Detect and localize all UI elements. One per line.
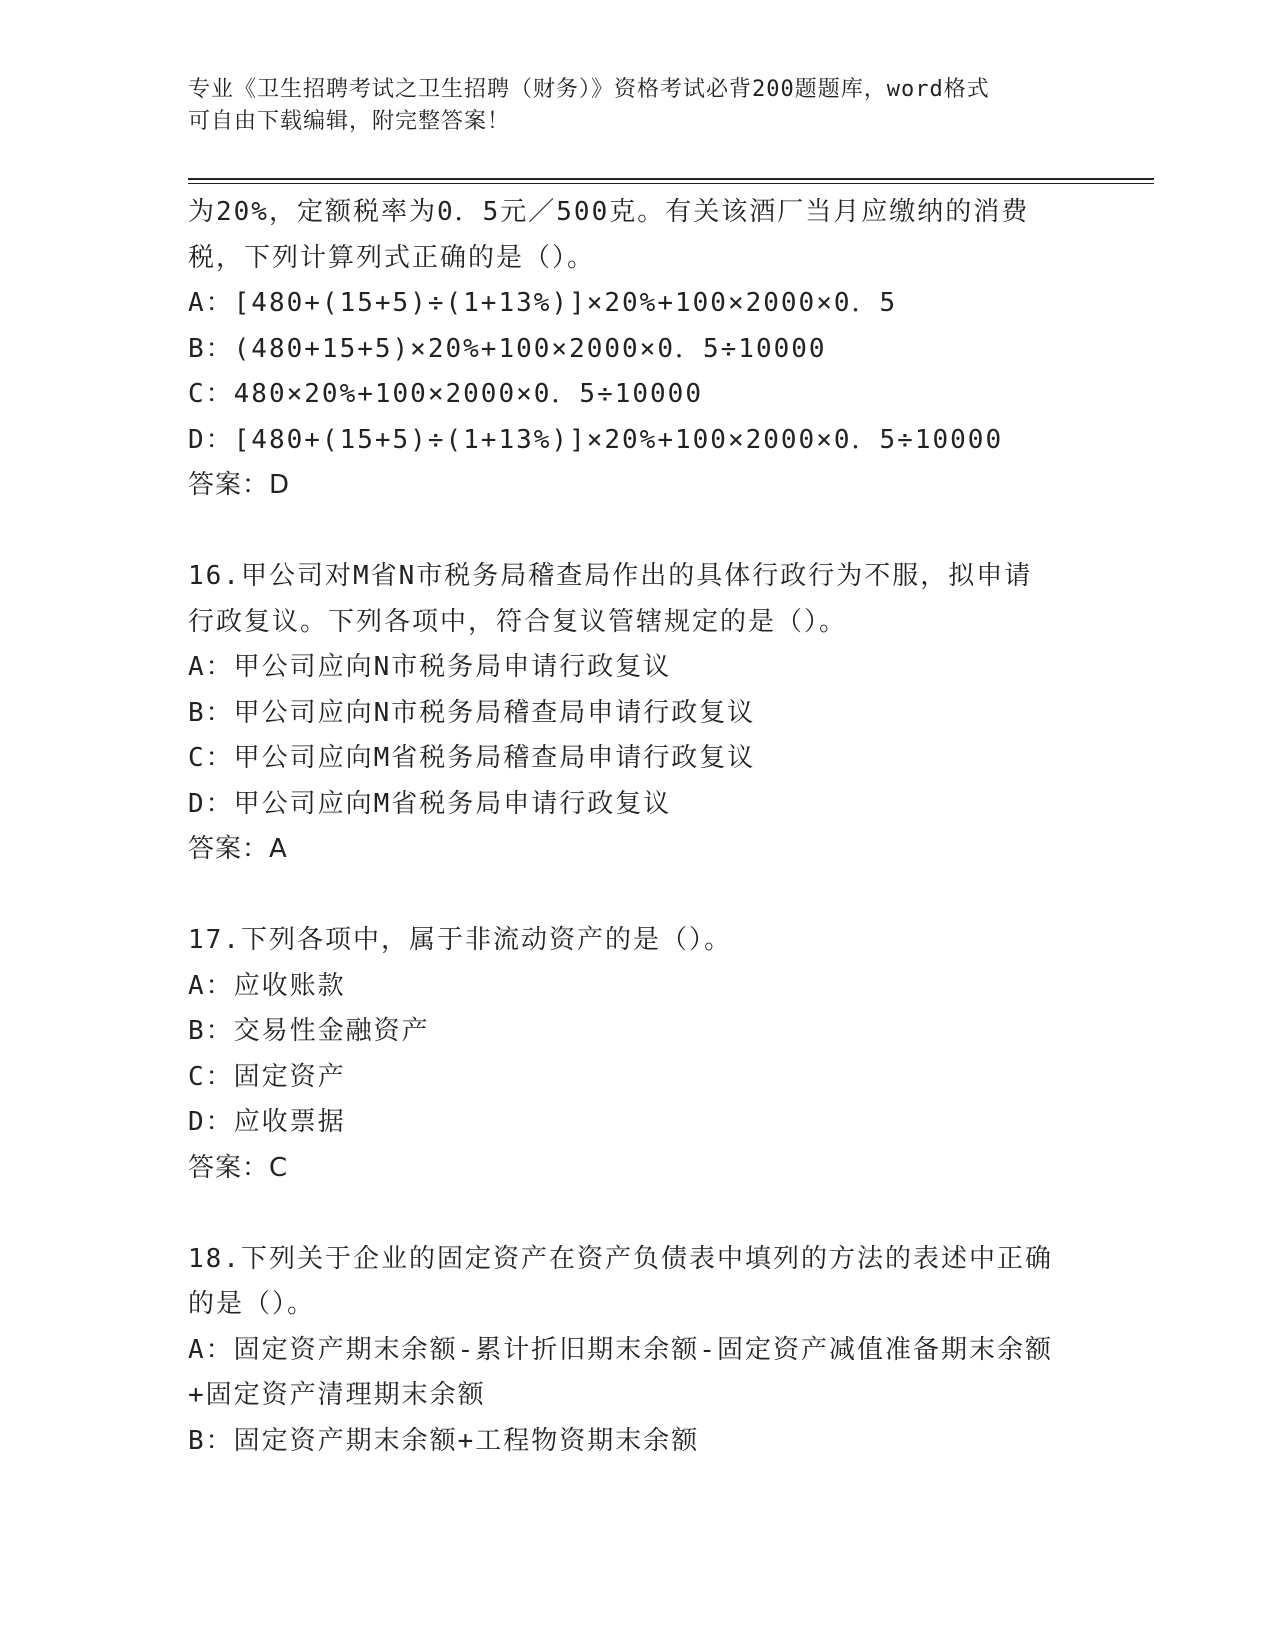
option-b: B：固定资产期末余额+工程物资期末余额 [188,1425,700,1456]
option-a: A：[480+(15+5)÷(1+13%)]×20%+100×2000×0．5 [188,288,898,318]
question-stem: 税，下列计算列式正确的是（）。 [188,242,596,273]
option-d: D：[480+(15+5)÷(1+13%)]×20%+100×2000×0．5÷10000 [188,424,1004,455]
answer: 答案：C [188,1152,289,1183]
option-b: B：(480+15+5)×20%+100×2000×0．5÷10000 [188,333,827,364]
question-stem: 行政复议。下列各项中，符合复议管辖规定的是（）。 [188,606,848,637]
option-d: D：应收票据 [188,1107,346,1137]
question-spacer [188,509,1088,555]
question-spacer [188,873,1088,919]
option-a: A：应收账款 [188,970,346,1001]
header-title-line-1: 专业《卫生招聘考试之卫生招聘（财务）》资格考试必背200题题库，word格式 [188,77,990,102]
option-a: A：甲公司应向N市税务局申请行政复议 [188,652,672,682]
option-c: C：固定资产 [188,1061,346,1092]
question-stem: 为20%，定额税率为0．5元／500克。有关该酒厂当月应缴纳的消费 [188,197,1030,227]
question-content [188,190,1088,1464]
document-header [188,74,1088,138]
option-c: C：甲公司应向M省税务局稽查局申请行政复议 [188,743,756,773]
option-a-continued: +固定资产清理期末余额 [188,1380,486,1410]
option-d: D：甲公司应向M省税务局申请行政复议 [188,788,672,819]
question-stem: 16.甲公司对M省N市税务局稽查局作出的具体行政行为不服，拟申请 [188,561,1033,591]
question-17 [188,918,1088,1191]
answer: 答案：A [188,834,288,864]
header-divider-thick [188,178,1154,180]
question-18 [188,1237,1088,1465]
option-c: C：480×20%+100×2000×0．5÷10000 [188,379,703,409]
header-divider-thin [188,183,1154,184]
question-16 [188,554,1088,873]
option-a: A：固定资产期末余额-累计折旧期末余额-固定资产减值准备期末余额 [188,1334,1053,1365]
header-title-line-2: 可自由下载编辑，附完整答案！ [188,109,511,134]
option-b: B：交易性金融资产 [188,1016,430,1046]
question-stem: 17.下列各项中，属于非流动资产的是（）。 [188,925,732,955]
question-stem: 的是（）。 [188,1289,316,1319]
question-spacer [188,1191,1088,1237]
answer: 答案：D [188,470,291,500]
question-stem: 18.下列关于企业的固定资产在资产负债表中填列的方法的表述中正确 [188,1243,1053,1274]
question-15 [188,190,1088,509]
option-b: B：甲公司应向N市税务局稽查局申请行政复议 [188,697,756,728]
